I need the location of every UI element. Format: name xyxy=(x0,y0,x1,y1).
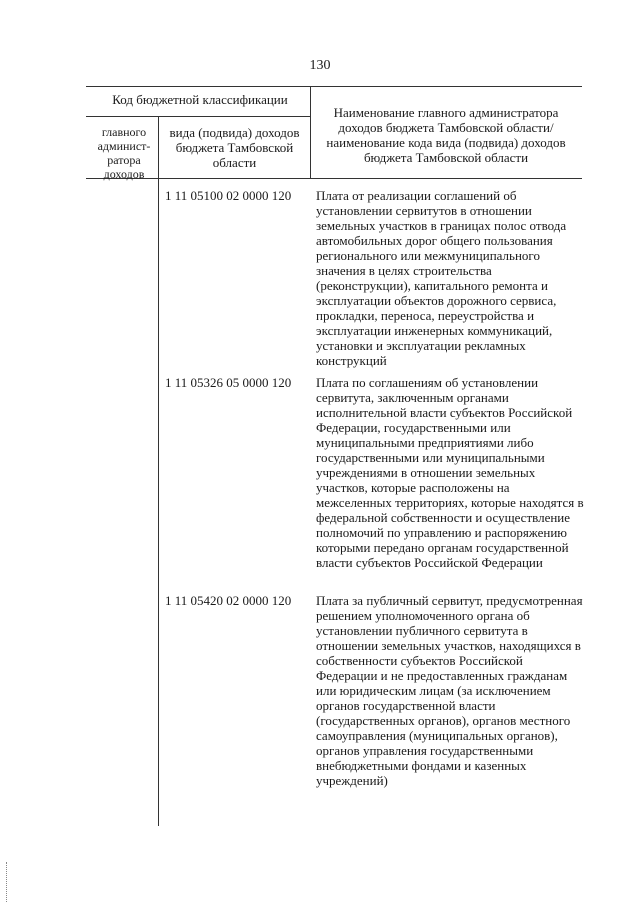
table-row: Плата по соглашениям об установлении сервитута, заключенным органами исполнительной власти субъектов Российской Федерации, государственными или муниципальными предприятиями либо государственными или муниципальными учреждениями в отношении земельных участков, которые расположены на межселенных территориях, которые находятся в федеральной собственности и осуществление полномочий по управлению и распоряжению которыми передано органам государственной власти субъектов Российской Федерации xyxy=(316,375,584,570)
row-1-code: 1 11 05100 02 0000 120 xyxy=(165,188,292,203)
table-top-border xyxy=(86,86,582,87)
table-row: Плата от реализации соглашений об установлении сервитутов в отношении земельных участков в границах полос отвода автомобильных дорог общего пользования регионального или межмуниципального значения в целях строительства (реконструкции), капитального ремонта и эксплуатации объектов дорожного сервиса, прокладки, переноса, переустройства и эксплуатации инженерных коммуникаций, установки и эксплуатации рекламных конструкций xyxy=(316,188,567,368)
header-main-administrator: главного админист-ратора доходов xyxy=(97,125,151,181)
table-row: Плата за публичный сервитут, предусмотренная решением уполномоченного органа об установлении публичного сервитута в отношении земельных участков, находящихся в собственности субъектов Российской Федерации и не предоставленных гражданам или юридическим лицам (за исключением органов государственной власти (государственных органов), органов местного самоуправления (муниципальных органов), органов управления государственными внебюджетными фондами и казенных учреждений) xyxy=(316,593,583,788)
header-bottom-border xyxy=(86,178,582,179)
row-2-code: 1 11 05326 05 0000 120 xyxy=(165,375,292,390)
header-income-type: вида (подвида) доходов бюджета Тамбовской области xyxy=(169,125,300,170)
header-administrator-name: Наименование главного администратора доходов бюджета Тамбовской области/наименование кода вида (подвида) доходов бюджета Тамбовской области xyxy=(326,105,566,165)
row-3-description xyxy=(316,593,586,788)
admin-col-divider xyxy=(158,116,159,826)
row-2-description xyxy=(316,375,586,570)
name-col-divider xyxy=(310,86,311,178)
row-3-code: 1 11 05420 02 0000 120 xyxy=(165,593,292,608)
page-number: 130 xyxy=(309,58,331,73)
header-budget-classification: Код бюджетной классификации xyxy=(112,92,288,107)
scan-edge-marks xyxy=(6,862,9,902)
header-group-divider xyxy=(86,116,310,117)
row-1-description xyxy=(316,188,586,368)
